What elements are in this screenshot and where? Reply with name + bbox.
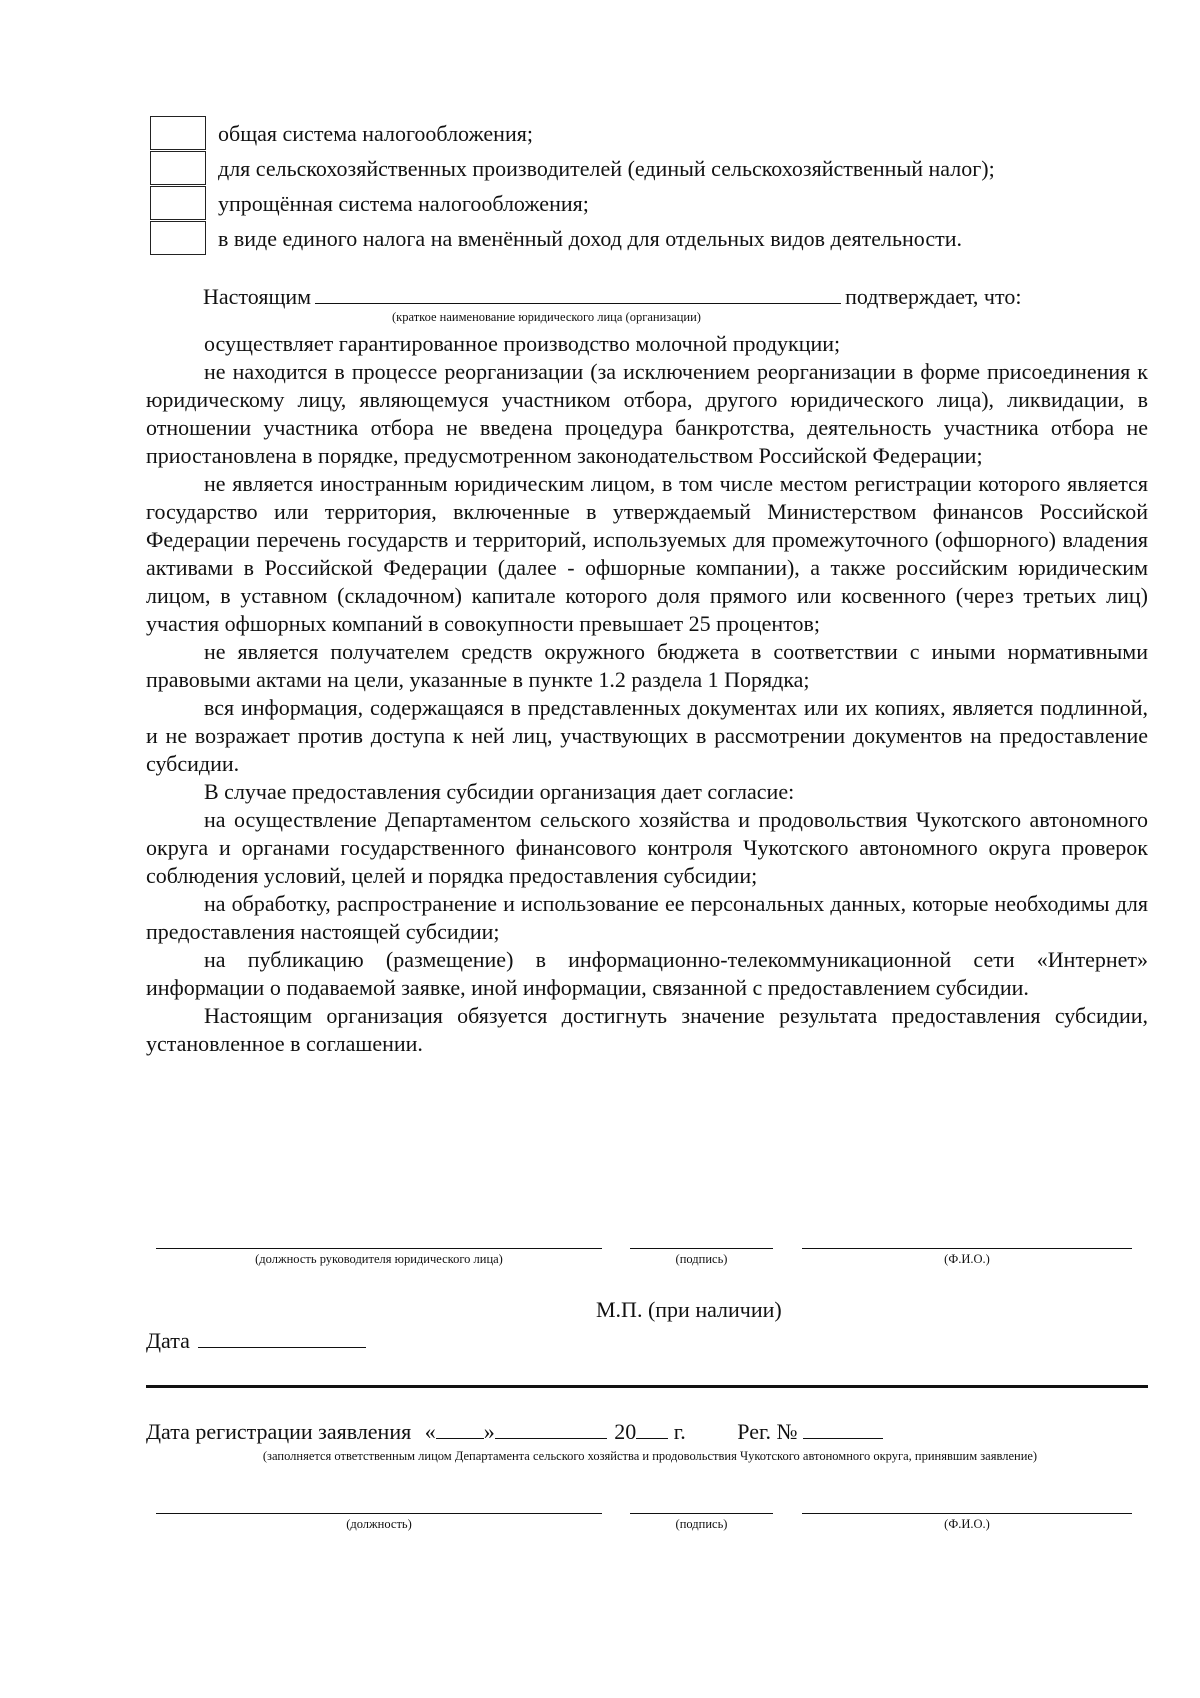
- tax-option-imputed: [150, 221, 1100, 256]
- open-quote: «: [424, 1419, 436, 1444]
- statement-paragraph: на публикацию (размещение) в информационно-телекоммуникационной сети «Интернет» информации о подаваемой заявке, иной информации, связанной с предоставлением субсидии.: [146, 947, 1148, 1000]
- statement-paragraph: осуществляет гарантированное производство молочной продукции;: [204, 331, 841, 356]
- date-label: Дата: [146, 1328, 190, 1353]
- tax-option-checkbox[interactable]: [150, 221, 206, 255]
- registrar-position-caption: (должность): [346, 1517, 412, 1531]
- statement-paragraph: В случае предоставления субсидии организация дает согласие:: [204, 779, 795, 804]
- year-suffix: г.: [673, 1419, 686, 1444]
- date-field[interactable]: [198, 1327, 366, 1348]
- stamp-placeholder: М.П. (при наличии): [596, 1297, 782, 1322]
- position-signature-line[interactable]: [156, 1248, 602, 1249]
- tax-option-label: для сельскохозяйственных производителей (единый сельскохозяйственный налог);: [218, 155, 995, 181]
- registrar-signature-line[interactable]: [630, 1513, 773, 1514]
- tax-option-simplified: [150, 186, 1100, 221]
- signature-caption: (подпись): [675, 1252, 728, 1266]
- tax-option-general: [150, 116, 1100, 151]
- signature-line[interactable]: [630, 1248, 773, 1249]
- tax-option-checkbox[interactable]: [150, 116, 206, 150]
- registration-label: Дата регистрации заявления: [146, 1419, 412, 1444]
- confirm-suffix: подтверждает, что:: [845, 284, 1022, 309]
- tax-option-checkbox[interactable]: [150, 151, 206, 185]
- tax-option-label: в виде единого налога на вменённый доход для отдельных видов деятельности.: [218, 225, 962, 251]
- statement-paragraph: на обработку, распространение и использование ее персональных данных, которые необходимы для предоставления настоящей субсидии;: [146, 891, 1148, 944]
- date-row: [146, 1327, 366, 1354]
- registration-note: (заполняется ответственным лицом Департамента сельского хозяйства и продовольствия Чукотского автономного округа, принявшим заявление): [262, 1449, 1038, 1463]
- statement-paragraph: не является иностранным юридическим лицом, в том числе местом регистрации которого является государство или территория, включенные в утверждаемый Министерством финансов Российской Федерации перечень государств и территорий, используемых для промежуточного (офшорного) владения активами в Российской Федерации (далее - офшорные компании), а также российским юридическим лицом, в уставном (складочном) капитале которого доля прямого или косвенного (через третьих лиц) участия офшорных компаний в совокупности превышает 25 процентов;: [146, 471, 1148, 636]
- statement-body: [146, 330, 1148, 1058]
- organization-name-caption: (краткое наименование юридического лица (организации): [392, 310, 701, 324]
- registrar-signature-caption: (подпись): [675, 1517, 728, 1531]
- tax-option-agricultural: [150, 151, 1100, 186]
- registrar-position-line[interactable]: [156, 1513, 602, 1514]
- year-prefix: 20: [614, 1419, 637, 1444]
- registration-day-field[interactable]: [436, 1418, 484, 1439]
- registration-row: [146, 1418, 883, 1445]
- full-name-line[interactable]: [802, 1248, 1132, 1249]
- tax-option-label: общая система налогообложения;: [218, 120, 533, 146]
- confirm-prefix: Настоящим: [203, 284, 312, 309]
- registration-month-field[interactable]: [495, 1418, 607, 1439]
- registration-number-label: Рег. №: [737, 1419, 798, 1444]
- position-caption: (должность руководителя юридического лица): [255, 1252, 503, 1266]
- close-quote: »: [483, 1419, 495, 1444]
- confirmation-line: [203, 283, 1021, 310]
- tax-system-options: [150, 116, 1100, 256]
- organization-name-field[interactable]: [315, 283, 841, 304]
- tax-option-checkbox[interactable]: [150, 186, 206, 220]
- registration-number-field[interactable]: [803, 1418, 883, 1439]
- tax-option-label: упрощённая система налогообложения;: [218, 190, 589, 216]
- statement-paragraph: вся информация, содержащаяся в представленных документах или их копиях, является подлинной, и не возражает против доступа к ней лиц, участвующих в рассмотрении документов на предоставление субсидии.: [146, 695, 1148, 776]
- statement-paragraph: не находится в процессе реорганизации (за исключением реорганизации в форме присоединения к юридическому лицу, являющемуся участником отбора, другого юридического лица), ликвидации, в отношении участника отбора не введена процедура банкротства, деятельность участника отбора не приостановлена в порядке, предусмотренном законодательством Российской Федерации;: [146, 359, 1148, 468]
- statement-paragraph: на осуществление Департаментом сельского хозяйства и продовольствия Чукотского автономного округа и органами государственного финансового контроля Чукотского автономного округа проверок соблюдения условий, целей и порядка предоставления субсидии;: [146, 807, 1148, 888]
- registrar-name-caption: (Ф.И.О.): [944, 1517, 990, 1531]
- statement-paragraph: Настоящим организация обязуется достигнуть значение результата предоставления субсидии, установленное в соглашении.: [146, 1003, 1148, 1056]
- section-divider: [146, 1385, 1148, 1388]
- full-name-caption: (Ф.И.О.): [944, 1252, 990, 1266]
- registration-year-field[interactable]: [636, 1418, 668, 1439]
- registrar-name-line[interactable]: [802, 1513, 1132, 1514]
- statement-paragraph: не является получателем средств окружного бюджета в соответствии с иными нормативными правовыми актами на цели, указанные в пункте 1.2 раздела 1 Порядка;: [146, 639, 1148, 692]
